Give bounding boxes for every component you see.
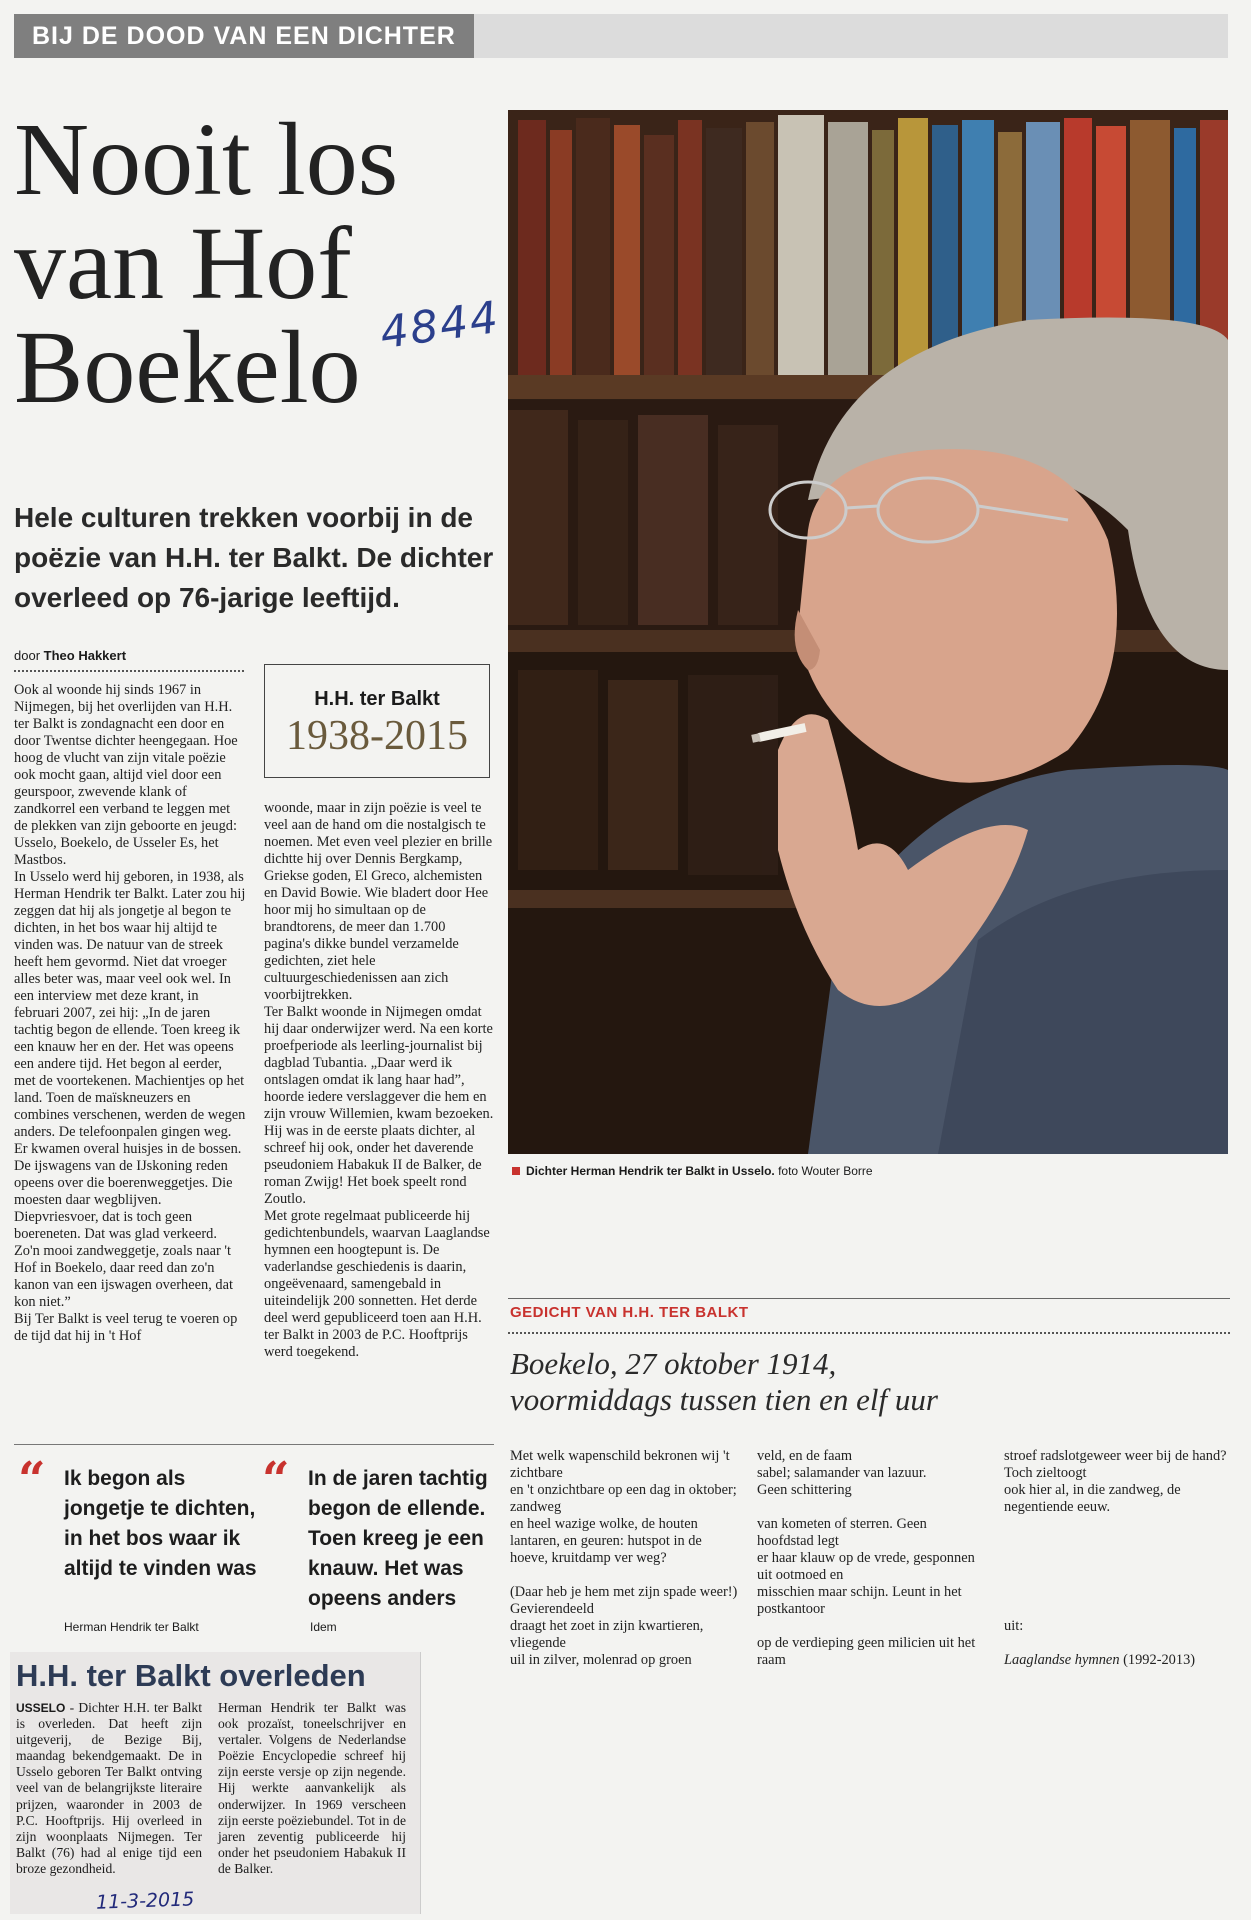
poem-source-title: Laaglandse hymnen [1004, 1652, 1120, 1668]
article-paragraph: Bij Ter Balkt is veel terug te voeren op de tijd dat hij in 't Hof [14, 1311, 238, 1344]
poem-kicker-divider [508, 1332, 1230, 1334]
stanza-break [757, 1618, 987, 1635]
poem-kicker: GEDICHT VAN H.H. TER BALKT [510, 1304, 749, 1321]
clipping-column-2: Herman Hendrik ter Balkt was ook prozaïst, toneelschrijver en vertaler. Volgens de Nederlandse Poëzie Encyclopedie schreef hij zijn eerste versje op zijn negende. Hij werkte aanvankelijk als onderwijzer. In 1969 verscheen zijn eerste poëziebundel. Tot in de jaren zeventig publiceerde hij onder het pseudoniem Habakuk II de Balker. [218, 1700, 406, 1876]
poem-line: van kometen of sterren. Geen hoofdstad legt [757, 1516, 927, 1549]
quote-mark-icon: “ [262, 1452, 290, 1508]
poem-line: veld, en de faam [757, 1448, 853, 1464]
poem-top-rule [508, 1298, 1230, 1299]
poem-line: ook hier al, in die zandweg, de negentiende eeuw. [1004, 1482, 1181, 1515]
photo-credit: foto Wouter Borre [778, 1164, 873, 1178]
poem-line: sabel; salamander van lazuur. [757, 1465, 927, 1481]
byline-author: Theo Hakkert [43, 648, 127, 663]
caption-marker [512, 1167, 520, 1175]
poem-line: draagt het zoet in zijn kwartieren, vliegende [510, 1618, 704, 1651]
portrait-photo [508, 110, 1228, 1154]
poem-column-2 [757, 1448, 987, 1669]
infobox-years: 1938-2015 [286, 713, 468, 759]
poem-line: (Daar heb je hem met zijn spade weer!) Gevierendeeld [510, 1584, 738, 1617]
poem-title-line-2: voormiddags tussen tien en elf uur [510, 1382, 938, 1417]
clipping-text: - Dichter H.H. ter Balkt is overleden. Dat heeft zijn uitgeverij, de Bezige Bij, maandag bekendgemaakt. De in Usselo geboren Ter Balkt ontving veel van de belangrijkste literaire prijzen, waaronder in 2003 de P.C. Hooftprijs. Hij overleed in zijn woonplaats Nijmegen. Ter Balkt (76) had al enige tijd een broze gezondheid. [16, 1700, 202, 1876]
poem-title-line-1: Boekelo, 27 oktober 1914, [510, 1346, 837, 1381]
poem-source-years: (1992-2013) [1123, 1652, 1196, 1668]
photo-caption [512, 1164, 873, 1178]
pull-quote-2: In de jaren tachtig begon de ellende. Toen kreeg je een knauw. Het was opeens anders [308, 1467, 488, 1610]
clipping-headline: H.H. ter Balkt overleden [16, 1658, 366, 1693]
clipping-column-1 [16, 1700, 202, 1877]
byline-prefix: door [14, 648, 41, 663]
article-column-1 [14, 682, 246, 1345]
poem-column-3 [1004, 1448, 1230, 1669]
section-kicker: BIJ DE DOOD VAN EEN DICHTER [14, 14, 474, 58]
poem-line: misschien maar schijn. Leunt in het postkantoor [757, 1584, 962, 1617]
caption-text: Dichter Herman Hendrik ter Balkt in Usselo. [526, 1164, 775, 1178]
clipping-dateline: USSELO [16, 1701, 66, 1715]
article-paragraph: In Usselo werd hij geboren, in 1938, als Herman Hendrik ter Balkt. Later zou hij zeggen dat hij als jongetje al begon te dichten, in het bos waar hij altijd te vinden was. De natuur van de streek heeft hem gevormd. Niet dat vroeger alles beter was, maar veel ook wel. In een interview met deze krant, in februari 2007, zei hij: „In de jaren tachtig begon de ellende. Toen kreeg ik een knauw her en der. Het was opeens een andere tijd. Het begon al eerder, met de voortekenen. Machientjes op het land. Toen de maïskneuzers en combines verschenen, werden de wegen anders. De telefoonpalen gingen weg. Er kwamen overal huisjes in de bossen. De ijswagens van de IJskoning reden opeens over die boerenweggetjes. Die moesten daar wegblijven. Diepvriesvoer, dat is toch geen boereneten. Dat was glad verkeerd. Zo'n mooi zandweggetje, zoals naar 't Hof in Boekelo, daar reed dan zo'n kanon van een ijswagen overheen, dat kon niet.” [14, 869, 246, 1310]
poem-line: uil in zilver, molenrad op groen [510, 1652, 692, 1668]
portrait-illustration [508, 110, 1228, 1154]
article-paragraph: Met grote regelmaat publiceerde hij gedichtenbundels, waarvan Laaglandse hymnen een hoogtepunt is. De vaderlandse geschiedenis is daarin, ongeëvenaard, samengebald in uiteindelijk 200 sonnetten. Het derde deel werd gepubliceerd toen aan H.H. ter Balkt in 2003 de P.C. Hooftprijs werd toegekend. [264, 1208, 490, 1360]
article-column-2 [264, 800, 494, 1361]
poem-line: er haar klauw op de vrede, gesponnen uit ootmoed en [757, 1550, 975, 1583]
handwritten-date: 11-3-2015 [95, 1888, 195, 1914]
quote-mark-icon: “ [18, 1452, 46, 1508]
poem-title [510, 1346, 1210, 1418]
pull-quote-1: Ik begon als jongetje te dichten, in het bos waar ik altijd te vinden was [64, 1467, 257, 1580]
poem-source-label: uit: [1004, 1618, 1024, 1634]
headline-line-3: Boekelo [14, 310, 361, 425]
infobox-name: H.H. ter Balkt [314, 688, 440, 710]
byline [14, 648, 126, 663]
poem-source [1004, 1652, 1230, 1669]
stanza-break [757, 1499, 987, 1516]
byline-divider [14, 670, 244, 672]
poem-line: Met welk wapenschild bekronen wij 't zichtbare [510, 1448, 730, 1481]
pull-quote-2-attribution: Idem [310, 1620, 337, 1634]
poem-line: en heel wazige wolke, de houten lantaren, en geuren: hutspot in de hoeve, kruitdamp ver weg? [510, 1516, 702, 1566]
quote-divider [14, 1444, 494, 1445]
headline-line-1: Nooit los [14, 102, 399, 217]
headline [14, 102, 484, 425]
stanza-break [510, 1567, 740, 1584]
poem-spacer [1004, 1516, 1230, 1618]
handwritten-archive-number: 4844 [377, 291, 503, 360]
article-paragraph: woonde, maar in zijn poëzie is veel te veel aan de hand om die nostalgisch te noemen. Met even veel plezier en brille dichtte hij over Dennis Bergkamp, Griekse goden, El Greco, alchemisten en David Bowie. Wie bladert door Hee hoor mij ho simultaan op de brandtorens, de meer dan 1.700 pagina's dikke bundel verzamelde gedichten, ziet hele cultuurgeschiedenissen aan zich voorbijtrekken. [264, 800, 493, 1003]
poem-line: op de verdieping geen milicien uit het raam [757, 1635, 976, 1668]
lead-paragraph: Hele culturen trekken voorbij in de poëzie van H.H. ter Balkt. De dichter overleed op 76-jarige leeftijd. [14, 502, 494, 613]
poem-line: en 't onzichtbare op een dag in oktober; zandweg [510, 1482, 737, 1515]
poem-line: Geen schittering [757, 1482, 852, 1498]
article-paragraph: Ook al woonde hij sinds 1967 in Nijmegen, bij het overlijden van H.H. ter Balkt is zondagnacht een door en door Twentse dichter heengegaan. Hoe hoog de vlucht van zijn vitale poëzie ook mocht gaan, altijd viel door een geurspoor, zwevende klank of zandkorrel een verband te leggen met de plekken van zijn geboorte en jeugd: Usselo, Boekelo, de Usseler Es, het Mastbos. [14, 682, 238, 868]
pull-quote-1-attribution: Herman Hendrik ter Balkt [64, 1620, 199, 1634]
article-paragraph: Ter Balkt woonde in Nijmegen omdat hij daar onderwijzer werd. Na een korte proefperiode als leerling-journalist bij dagblad Tubantia. „Daar werd ik ontslagen omdat ik lang haar had”, hoorde iedere verslaggever die hem en zijn vrouw Willemien, kwam bezoeken. Hij was in de eerste plaats dichter, al schreef hij ook, onder het daverende pseudoniem Habakuk II de Balker, de roman Zwijg! Het boek speelt rond Zoutlo. [264, 1004, 494, 1207]
poem-line: stroef radslotgeweer weer bij de hand? Toch zieltoogt [1004, 1448, 1227, 1481]
headline-line-2: van Hof [14, 206, 352, 321]
poem-column-1 [510, 1448, 740, 1669]
